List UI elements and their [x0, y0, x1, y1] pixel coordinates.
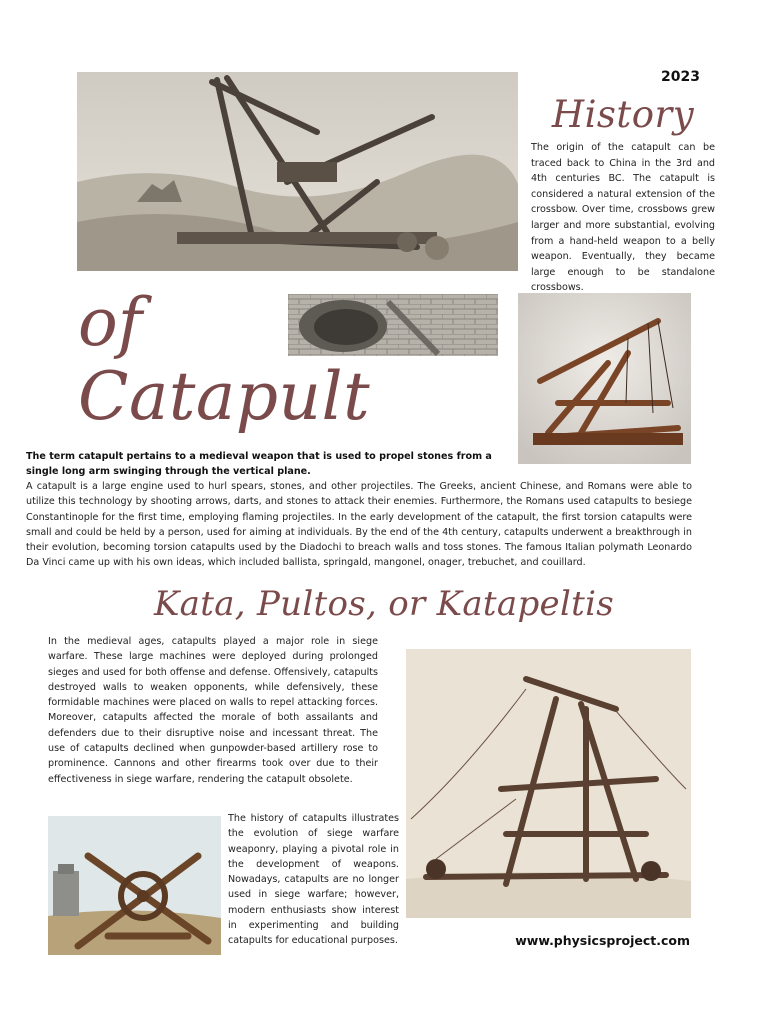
intro-paragraph: A catapult is a large engine used to hurl spears, stones, and other projectiles. The Greeks, ancient Chinese, and Romans were able to utilize this technology by shooting arrows, darts, and stones to attack their enemies. Furthermore, the Romans used catapults to besiege Constantinople for the first time, employing flaming projectiles. In the early development of the catapult, the first torsion catapults were small and could be held by a person, used for aiming at individuals. By the end of the 4th century, catapults underwent a breakthrough in their evolution, becoming torsion catapults used by the Diadochi to breach walls and toss stones. The famous Italian polymath Leonardo Da Vinci came up with his own ideas, which included ballista, springald, mangonel, onager, trebuchet, and couillard.	[26, 481, 692, 569]
title-catapult: Catapult	[78, 358, 371, 435]
section-title: Kata, Pultos, or Katapeltis	[153, 584, 615, 624]
closing-paragraph: The history of catapults illustrates the evolution of siege warfare weaponry, playing a pivotal role in the development of weapons. Nowadays, catapults are no longer used in siege warfare; however, modern enthusiasts show interest in experimenting and building catapults for educational purposes.	[228, 813, 399, 947]
intro-lead: The term catapult pertains to a medieval weapon that is used to propel stones from a single long arm swinging through the vertical plane.	[26, 451, 492, 477]
wooden-catapult-photo	[518, 293, 691, 464]
stone-wall-image	[288, 294, 498, 356]
title-of: of	[78, 284, 143, 361]
website-link[interactable]: www.physicsproject.com	[515, 933, 690, 948]
catapult-sketch-image	[77, 72, 518, 271]
history-paragraph: The origin of the catapult can be traced back to China in the 3rd and 4th centuries BC. The catapult is considered a natural extension of the crossbow. Over time, crossbows grew larger and more substantial, evolving from a hand-held weapon to a belly weapon. Eventually, they became large enough to be standalone crossbows.	[531, 142, 715, 294]
cartoon-catapult-image	[48, 816, 221, 955]
title-history: History	[551, 93, 695, 136]
siege-paragraph: In the medieval ages, catapults played a major role in siege warfare. These large machines were deployed during prolonged sieges and used for both offense and defense. Offensively, catapults destroyed walls to weaken opponents, while defensively, these formidable machines were placed on walls to repel attacking forces. Moreover, catapults affected the morale of both assailants and defenders due to their disruptive noise and incessant threat. The use of catapults declined when gunpowder-based artillery rose to prominence. Cannons and other firearms took over due to their effectiveness in siege warfare, rendering the catapult obsolete.	[48, 636, 379, 785]
year-label: 2023	[661, 69, 700, 85]
trebuchet-sketch-image	[406, 649, 691, 918]
